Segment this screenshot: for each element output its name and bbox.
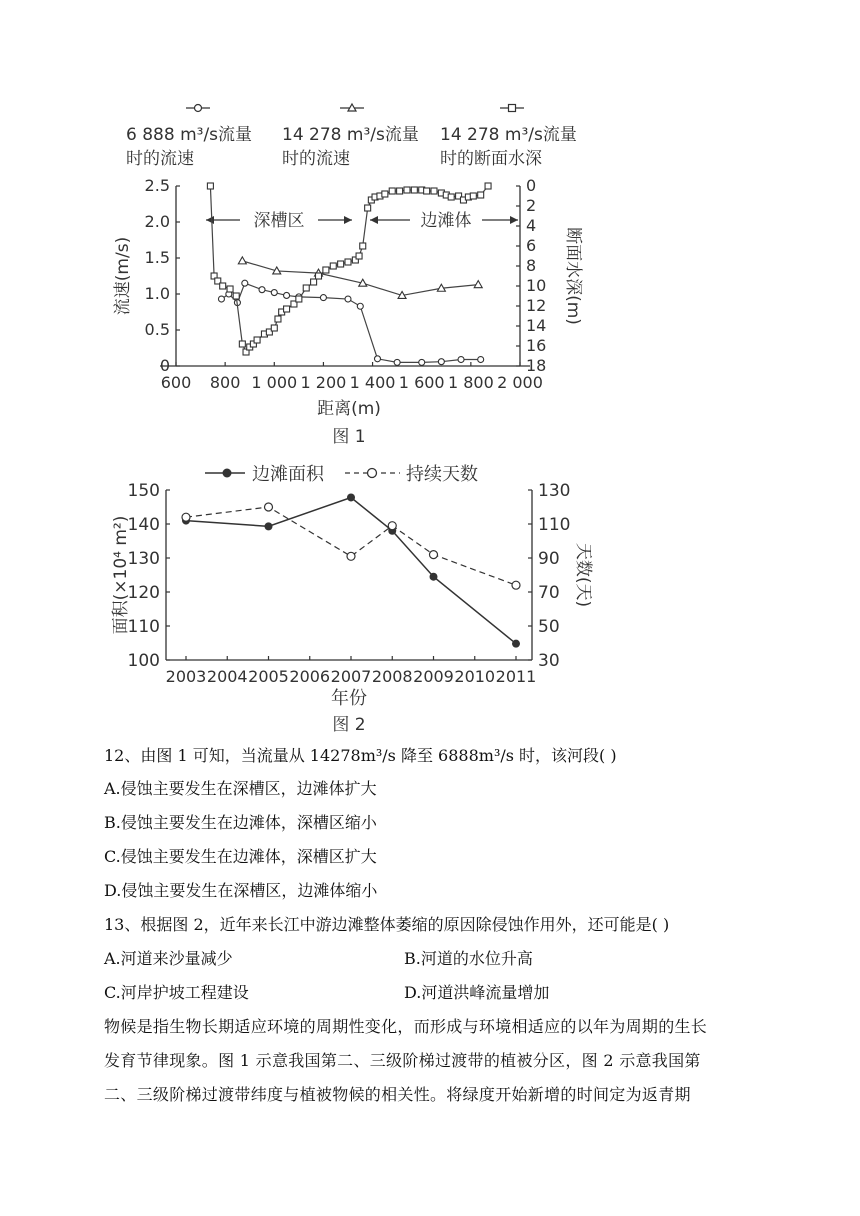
fig2-point-area	[265, 522, 273, 530]
fig2-xtick-label: 2006	[289, 667, 331, 686]
fig1-point-circle	[394, 359, 400, 365]
fig2-ticks	[128, 481, 571, 686]
fig2-point-area	[347, 493, 355, 501]
fig1-point-square	[356, 253, 362, 259]
fig1-ytick-right-label: 2	[526, 196, 537, 215]
legend-1-line1: 6 888 m³/s流量	[126, 125, 253, 145]
fig1-ylabel-right: 断面水深(m)	[563, 227, 583, 325]
legend-2-line2: 时的流速	[282, 149, 350, 169]
fig2-point-days	[388, 522, 396, 530]
fig1-point-square	[411, 187, 417, 193]
legend-area: 边滩面积	[252, 464, 324, 485]
question-12: 12、由图 1 可知，当流量从 14278m³/s 降至 6888m³/s 时，该河段( )	[104, 746, 617, 765]
fig1-legend	[126, 104, 577, 169]
fig2-caption: 图 2	[332, 715, 366, 735]
fig1-xtick-label: 1 400	[349, 373, 396, 392]
fig1-point-square	[389, 188, 395, 194]
fig1-ylabel-left: 流速(m/s)	[113, 236, 133, 316]
fig1-point-square	[311, 279, 317, 285]
fig2-ytick-right-label: 90	[538, 549, 560, 569]
fig1-point-square	[284, 306, 290, 312]
q13-option-b: B.河道的水位升高	[404, 949, 533, 968]
fig1-point-square	[296, 296, 302, 302]
fig2-point-area	[512, 640, 520, 648]
region-deep-channel	[206, 211, 352, 231]
fig1-xtick-label: 2 000	[497, 373, 543, 392]
fig1-point-circle	[438, 359, 444, 365]
fig1-point-circle	[419, 359, 425, 365]
fig1-point-square	[382, 191, 388, 197]
fig1-ytick-left-label: 2.0	[144, 212, 170, 231]
fig1-ytick-right-label: 18	[526, 356, 547, 375]
passage-line-3: 二、三级阶梯过渡带纬度与植被物候的相关性。将绿度开始新增的时间定为返青期	[104, 1085, 691, 1104]
legend-marker-square	[500, 105, 524, 112]
fig1-point-square	[316, 273, 322, 279]
fig1-point-circle	[345, 296, 351, 302]
fig1-xtick-label: 1 000	[251, 373, 298, 392]
fig1-point-square	[397, 188, 403, 194]
reading-passage	[104, 1010, 764, 1112]
fig1-point-square	[254, 337, 260, 343]
fig1-point-square	[220, 283, 226, 289]
fig1-ytick-right-label: 0	[526, 176, 537, 195]
fig2-ytick-left-label: 100	[127, 651, 160, 671]
fig1-ticks	[145, 176, 547, 392]
fig1-ytick-right-label: 8	[526, 256, 537, 275]
fig1-point-circle	[458, 357, 464, 363]
fig2-point-area	[430, 573, 438, 581]
legend-1-line2: 时的流速	[126, 149, 194, 169]
fig1-ytick-left-label: 0.5	[144, 320, 170, 339]
fig2-ytick-left-label: 140	[127, 515, 160, 535]
q12-option-c: C.侵蚀主要发生在边滩体，深槽区扩大	[104, 847, 377, 866]
fig2-series-line-2	[186, 507, 516, 585]
fig2-xtick-label: 2011	[495, 667, 537, 686]
q12-option-d: D.侵蚀主要发生在深槽区，边滩体缩小	[104, 881, 378, 900]
fig2-xtick-label: 2004	[206, 667, 248, 686]
fig1-point-circle	[478, 357, 484, 363]
fig2-legend	[205, 464, 478, 485]
fig1-point-circle	[374, 356, 380, 362]
fig1-ytick-right-label: 14	[526, 316, 547, 335]
q12-option-b: B.侵蚀主要发生在边滩体，深槽区缩小	[104, 813, 377, 832]
fig1-xtick-label: 800	[209, 373, 241, 392]
fig1-xtick-label: 600	[160, 373, 192, 392]
fig1-point-circle	[284, 292, 290, 298]
fig1-point-square	[239, 341, 245, 347]
fig2-ytick-left-label: 110	[127, 617, 160, 637]
fig2-point-days	[512, 581, 520, 589]
region-deep-channel-label: 深槽区	[253, 211, 305, 231]
passage-line-2: 发育节律现象。图 1 示意我国第二、三级阶梯过渡带的植被分区，图 2 示意我国第	[104, 1051, 701, 1070]
fig1-xtick-label: 1 600	[398, 373, 445, 392]
fig1-point-square	[323, 267, 329, 273]
fig2-xtick-label: 2003	[165, 667, 207, 686]
fig2-ytick-right-label: 130	[538, 481, 571, 501]
fig2-point-days	[265, 503, 273, 511]
region-side-bar	[370, 211, 518, 231]
fig1-point-square	[303, 285, 309, 291]
fig1-xlabel: 距离(m)	[317, 399, 381, 419]
fig2-xtick-label: 2007	[330, 667, 372, 686]
fig1-xtick-label: 1 800	[447, 373, 494, 392]
fig1-ytick-left-label: 2.5	[144, 176, 170, 195]
fig2-series	[182, 493, 520, 647]
fig2-ytick-left-label: 120	[127, 583, 160, 603]
legend-2-line1: 14 278 m³/s流量	[282, 125, 419, 145]
region-side-bar-label: 边滩体	[420, 211, 472, 231]
fig2-xtick-label: 2010	[454, 667, 496, 686]
fig1-ytick-left-label: 0	[159, 356, 170, 375]
fig1-point-square	[365, 205, 371, 211]
fig1-point-square	[207, 183, 213, 189]
fig1-point-circle	[259, 287, 265, 293]
fig1-point-square	[330, 263, 336, 269]
fig2-xlabel: 年份	[331, 688, 367, 709]
fig1-point-square	[431, 188, 437, 194]
fig1-point-square	[424, 188, 430, 194]
fig1-point-triangle	[238, 257, 246, 264]
fig2-ytick-right-label: 30	[538, 651, 560, 671]
fig2-ytick-right-label: 50	[538, 617, 560, 637]
fig1-point-square	[227, 286, 233, 292]
fig2-ylabel-right: 天数(天)	[573, 542, 593, 608]
fig1-ytick-left-label: 1.0	[144, 284, 170, 303]
fig1-series-line-1	[221, 283, 480, 362]
fig1-ytick-right-label: 10	[526, 276, 547, 295]
fig1-point-square	[271, 325, 277, 331]
fig1-point-square	[448, 194, 454, 200]
fig1-caption: 图 1	[332, 427, 366, 447]
fig2-xtick-label: 2005	[248, 667, 289, 686]
fig1-point-square	[233, 293, 239, 299]
fig1-point-circle	[242, 280, 248, 286]
fig1-ytick-left-label: 1.5	[144, 248, 170, 267]
fig2-ytick-right-label: 70	[538, 583, 560, 603]
legend-3-line1: 14 278 m³/s流量	[440, 125, 577, 145]
q13-option-c: C.河岸护坡工程建设	[104, 983, 249, 1002]
fig1-point-circle	[218, 296, 224, 302]
fig1-point-square	[345, 259, 351, 265]
fig1-point-circle	[271, 290, 277, 296]
fig2-point-days	[347, 552, 355, 560]
fig1-point-square	[404, 187, 410, 193]
fig1-ytick-right-label: 12	[526, 296, 547, 315]
fig1-point-square	[360, 243, 366, 249]
fig1-point-circle	[320, 295, 326, 301]
fig2-point-days	[182, 513, 190, 521]
legend-marker-circle	[186, 105, 210, 112]
fig2-point-days	[430, 551, 438, 559]
figure-2-chart	[0, 450, 860, 750]
fig1-ytick-right-label: 6	[526, 236, 537, 255]
legend-3-line2: 时的断面水深	[440, 149, 542, 169]
fig1-point-triangle	[474, 281, 482, 288]
legend-marker-triangle	[340, 104, 364, 111]
q13-option-d: D.河道洪峰流量增加	[404, 983, 550, 1002]
fig2-ytick-left-label: 150	[127, 481, 160, 501]
fig2-xtick-label: 2008	[371, 667, 413, 686]
fig1-point-square	[470, 193, 476, 199]
fig1-point-square	[485, 183, 491, 189]
fig2-ytick-left-label: 130	[127, 549, 160, 569]
q12-option-a: A.侵蚀主要发生在深槽区，边滩体扩大	[104, 779, 377, 798]
fig1-point-square	[275, 316, 281, 322]
fig2-ylabel-left: 面积(×10⁴ m²)	[111, 515, 131, 635]
fig2-ytick-right-label: 110	[538, 515, 571, 535]
legend-days: 持续天数	[406, 464, 478, 485]
fig1-ytick-right-label: 16	[526, 336, 547, 355]
fig1-point-square	[338, 261, 344, 267]
fig2-series-line-1	[186, 497, 516, 643]
passage-line-1: 物候是指生物长期适应环境的周期性变化，而形成与环境相适应的以年为周期的生长	[104, 1017, 708, 1036]
fig1-point-circle	[357, 303, 363, 309]
fig1-point-square	[478, 192, 484, 198]
fig1-xtick-label: 1 200	[300, 373, 347, 392]
question-13: 13、根据图 2，近年来长江中游边滩整体萎缩的原因除侵蚀作用外，还可能是( )	[104, 915, 670, 934]
q13-option-a: A.河道来沙量减少	[104, 949, 233, 968]
fig2-xtick-label: 2009	[413, 667, 454, 686]
fig1-ytick-right-label: 4	[526, 216, 537, 235]
